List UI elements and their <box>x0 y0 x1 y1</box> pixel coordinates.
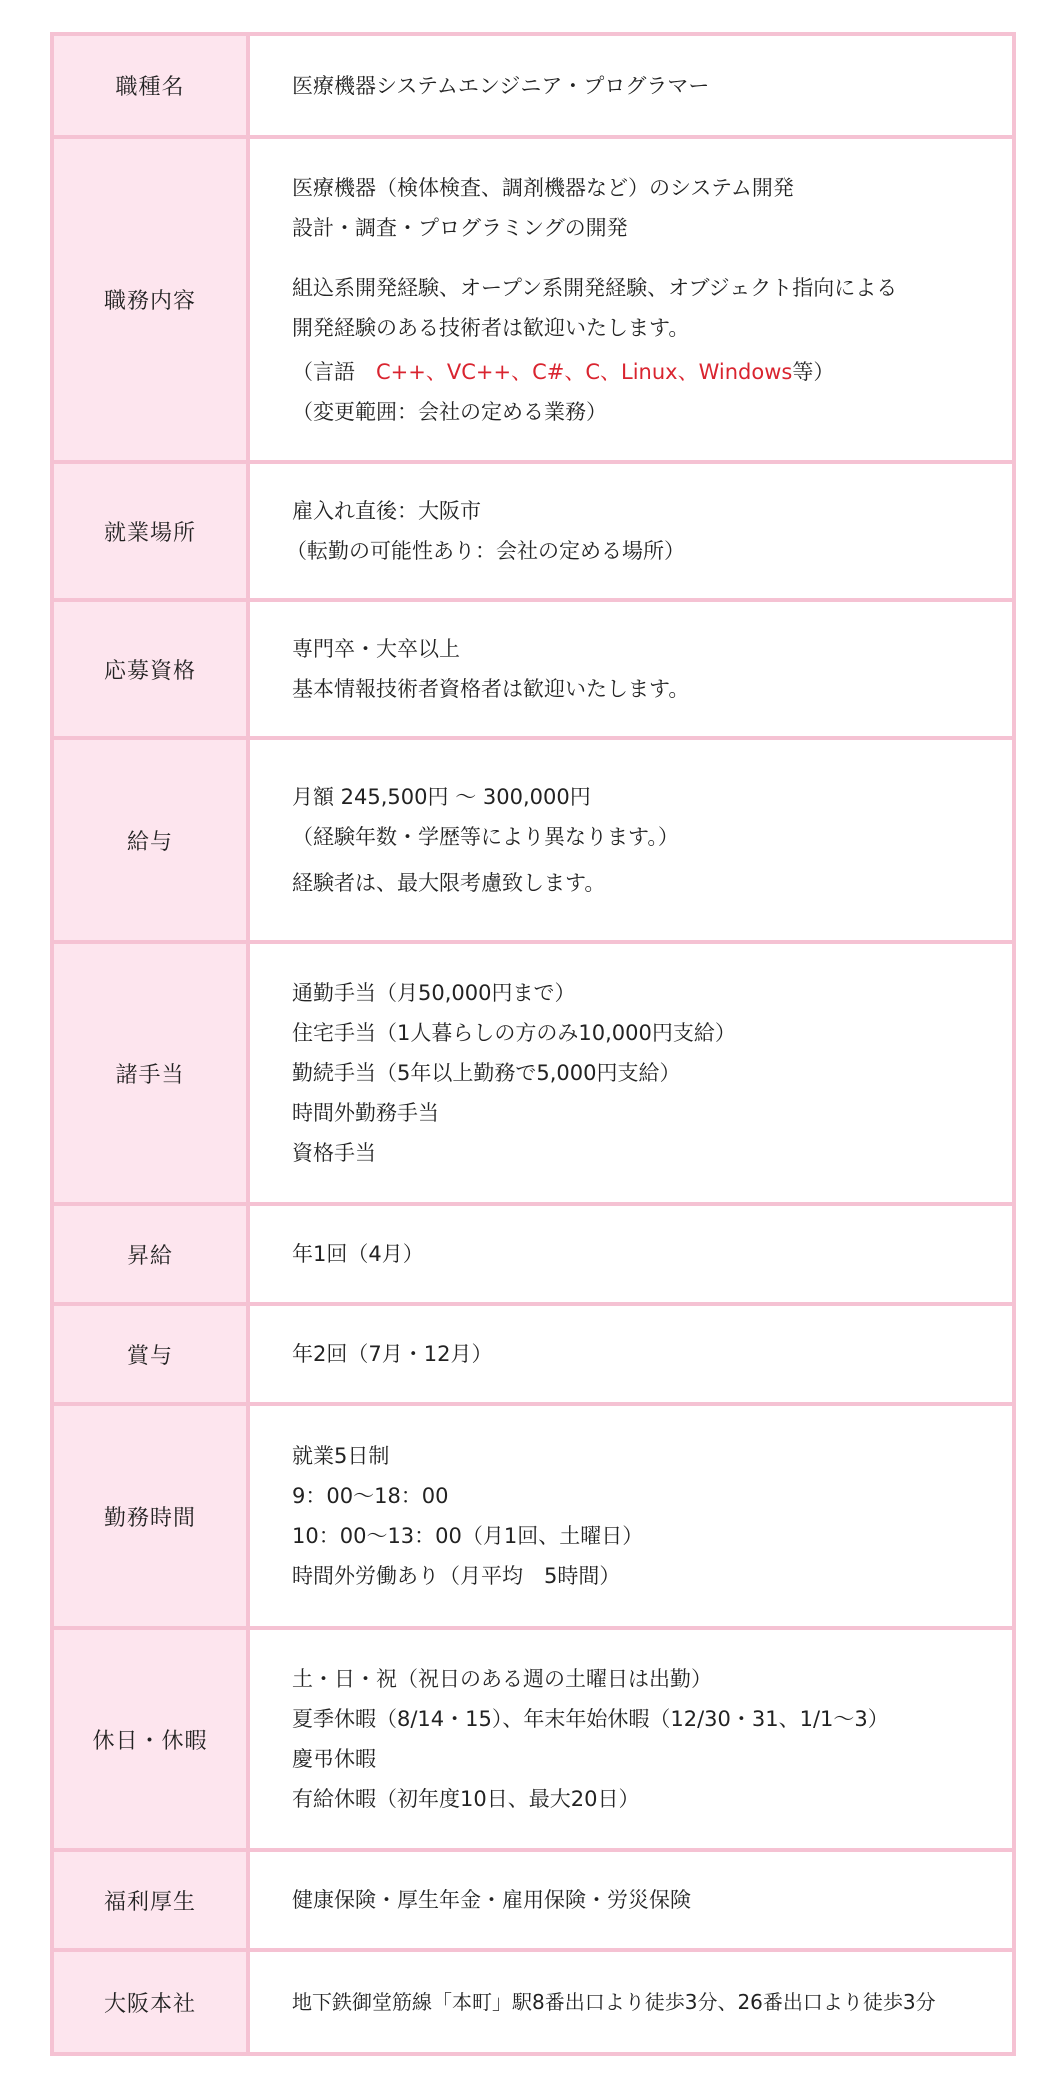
row-value <box>250 944 1012 1202</box>
row-value <box>250 1206 1012 1302</box>
value-line: （変更範囲：会社の定める業務） <box>292 399 607 424</box>
row-label: 職種名 <box>54 36 250 135</box>
row-salary <box>54 740 1012 944</box>
value-line: 医療機器（検体検査、調剤機器など）のシステム開発 <box>292 175 794 200</box>
row-value <box>250 139 1012 460</box>
row-label: 諸手当 <box>54 944 250 1202</box>
row-label: 福利厚生 <box>54 1852 250 1948</box>
value-line: 年2回（7月・12月） <box>292 1342 493 1366</box>
row-working-hours <box>54 1406 1012 1630</box>
row-value <box>250 36 1012 135</box>
row-label: 勤務時間 <box>54 1406 250 1626</box>
value-line: 専門卒・大卒以上 <box>292 637 460 661</box>
value-line: 設計・調査・プログラミングの開発 <box>292 215 628 240</box>
value-line: 9：00～18：00 <box>292 1484 449 1508</box>
value-line: 慶弔休暇 <box>292 1747 376 1771</box>
value-line: 10：00～13：00（月1回、土曜日） <box>292 1524 644 1548</box>
value-line: 夏季休暇（8/14・15）、年末年始休暇（12/30・31、1/1～3） <box>292 1707 889 1731</box>
value-line: 雇入れ直後：大阪市 <box>292 499 481 523</box>
value-line: 土・日・祝（祝日のある週の土曜日は出勤） <box>292 1667 712 1691</box>
value-line: 医療機器システムエンジニア・プログラマー <box>292 73 710 98</box>
row-value <box>250 1630 1012 1848</box>
row-qualifications <box>54 602 1012 740</box>
row-value <box>250 740 1012 940</box>
row-value <box>250 602 1012 736</box>
value-line: （転勤の可能性あり：会社の定める場所） <box>286 539 685 563</box>
value-line: 時間外勤務手当 <box>292 1101 439 1125</box>
row-duties <box>54 139 1012 464</box>
value-line: 基本情報技術者資格者は歓迎いたします。 <box>292 677 690 701</box>
row-label: 応募資格 <box>54 602 250 736</box>
value-line: 地下鉄御堂筋線「本町」駅8番出口より徒歩3分、26番出口より徒歩3分 <box>292 1990 936 2014</box>
value-line: 有給休暇（初年度10日、最大20日） <box>292 1787 640 1811</box>
row-value <box>250 1306 1012 1402</box>
value-line: 住宅手当（1人暮らしの方のみ10,000円支給） <box>292 1021 736 1045</box>
job-details-table <box>50 32 1016 2056</box>
row-holidays <box>54 1630 1012 1852</box>
row-work-location <box>54 464 1012 602</box>
value-line: 就業5日制 <box>292 1444 390 1468</box>
value-line: 通勤手当（月50,000円まで） <box>292 981 576 1005</box>
row-label: 給与 <box>54 740 250 940</box>
language-list: C++、VC++、C#、C、Linux、Windows <box>376 359 793 384</box>
row-job-title <box>54 36 1012 139</box>
value-line: （経験年数・学歴等により異なります。） <box>292 825 679 849</box>
row-label: 昇給 <box>54 1206 250 1302</box>
row-label: 休日・休暇 <box>54 1630 250 1848</box>
row-raise <box>54 1206 1012 1306</box>
row-welfare <box>54 1852 1012 1952</box>
row-value <box>250 1952 1012 2052</box>
value-line: 資格手当 <box>292 1141 376 1165</box>
language-prefix: （言語 <box>292 359 376 384</box>
row-value <box>250 1852 1012 1948</box>
value-line: 開発経験のある技術者は歓迎いたします。 <box>292 315 690 340</box>
row-head-office <box>54 1952 1012 2052</box>
row-bonus <box>54 1306 1012 1406</box>
value-line: 勤続手当（5年以上勤務で5,000円支給） <box>292 1061 681 1085</box>
language-line <box>292 352 1012 392</box>
row-label: 賞与 <box>54 1306 250 1402</box>
value-line: 年1回（4月） <box>292 1242 424 1266</box>
value-line: 健康保険・厚生年金・雇用保険・労災保険 <box>292 1888 691 1912</box>
row-value <box>250 464 1012 598</box>
value-line: 時間外労働あり（月平均 5時間） <box>292 1564 621 1588</box>
row-value <box>250 1406 1012 1626</box>
value-line: 組込系開発経験、オープン系開発経験、オブジェクト指向による <box>292 275 898 300</box>
row-allowances <box>54 944 1012 1206</box>
row-label: 職務内容 <box>54 139 250 460</box>
language-suffix: 等） <box>792 359 835 384</box>
row-label: 大阪本社 <box>54 1952 250 2052</box>
value-line: 月額 245,500円 ～ 300,000円 <box>292 785 591 809</box>
value-line: 経験者は、最大限考慮致します。 <box>292 871 606 895</box>
row-label: 就業場所 <box>54 464 250 598</box>
